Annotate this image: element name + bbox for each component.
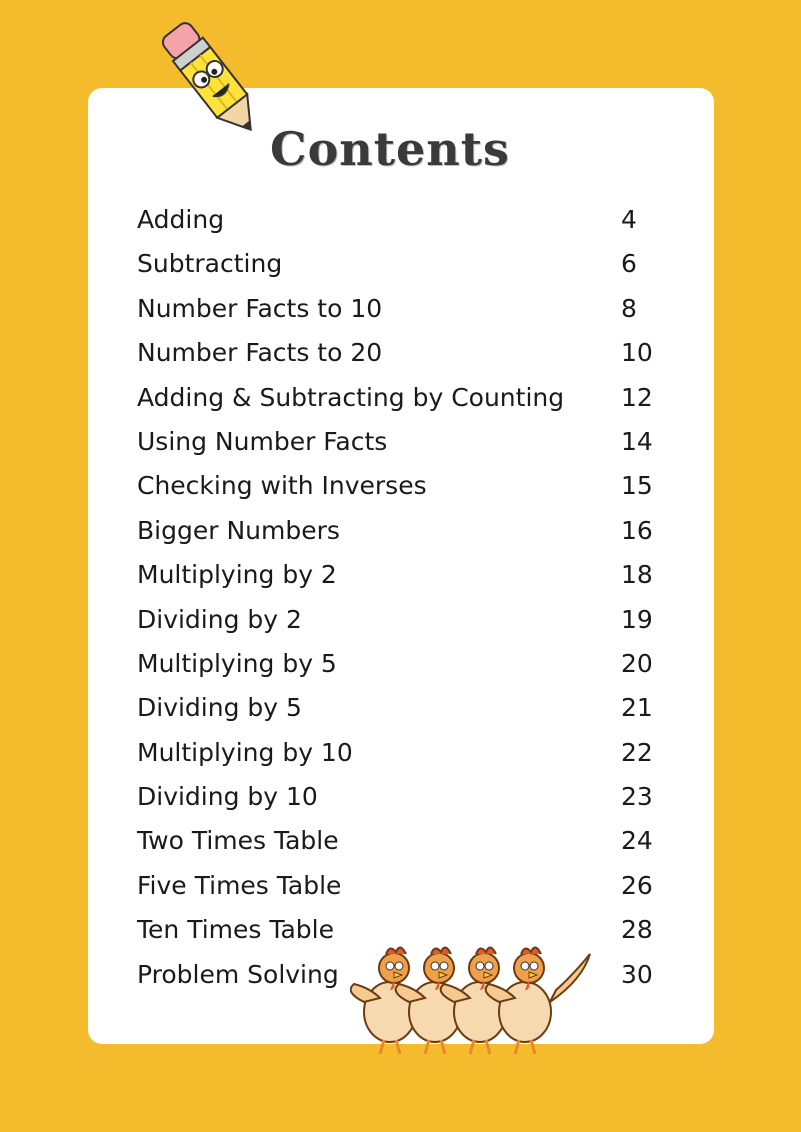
- entry-title: Multiplying by 10: [137, 737, 353, 767]
- contents-list: [137, 198, 657, 997]
- contents-entry: [137, 242, 657, 286]
- entry-page-number: 16: [621, 515, 653, 545]
- contents-entry: [137, 642, 657, 686]
- contents-entry: [137, 731, 657, 775]
- contents-entry: [137, 553, 657, 597]
- entry-page-number: 19: [621, 604, 653, 634]
- entry-page-number: 26: [621, 870, 653, 900]
- contents-entry: [137, 420, 657, 464]
- entry-page-number: 6: [621, 249, 637, 279]
- entry-title: Number Facts to 20: [137, 338, 383, 368]
- entry-title: Checking with Inverses: [137, 471, 427, 501]
- entry-page-number: 15: [621, 471, 653, 501]
- contents-entry: [137, 287, 657, 331]
- contents-entry: [137, 598, 657, 642]
- entry-page-number: 20: [621, 648, 653, 678]
- entry-page-number: 18: [621, 560, 653, 590]
- entry-page-number: 23: [621, 782, 653, 812]
- contents-entry: [137, 509, 657, 553]
- entry-page-number: 12: [621, 382, 653, 412]
- contents-entry: [137, 775, 657, 819]
- contents-entry: [137, 376, 657, 420]
- contents-entry: [137, 686, 657, 730]
- contents-entry: [137, 331, 657, 375]
- entry-title: Problem Solving: [137, 959, 339, 989]
- entry-title: Two Times Table: [137, 826, 339, 856]
- entry-page-number: 4: [621, 205, 637, 234]
- entry-page-number: 28: [621, 915, 653, 945]
- entry-title: Ten Times Table: [137, 915, 334, 945]
- entry-title: Multiplying by 5: [137, 648, 337, 678]
- entry-title: Bigger Numbers: [137, 515, 340, 545]
- entry-title: Five Times Table: [137, 870, 342, 900]
- entry-title: Dividing by 10: [137, 782, 318, 812]
- entry-page-number: 24: [621, 826, 653, 856]
- contents-entry: [137, 464, 657, 508]
- entry-page-number: 30: [621, 959, 653, 989]
- entry-title: Dividing by 5: [137, 693, 302, 723]
- entry-page-number: 10: [621, 338, 653, 368]
- entry-title: Subtracting: [137, 249, 283, 279]
- entry-page-number: 14: [621, 426, 653, 456]
- pencil-mascot-icon: [150, 14, 280, 154]
- hens-icon: [350, 940, 600, 1058]
- contents-entry: [137, 819, 657, 863]
- entry-title: Dividing by 2: [137, 604, 302, 634]
- contents-entry: [137, 864, 657, 908]
- entry-title: Adding & Subtracting by Counting: [137, 382, 565, 412]
- entry-page-number: 21: [621, 693, 653, 723]
- entry-title: Adding: [137, 205, 225, 234]
- page-title: Contents: [270, 122, 510, 176]
- entry-title: Using Number Facts: [137, 426, 388, 456]
- contents-entry: [137, 198, 657, 242]
- entry-title: Multiplying by 2: [137, 560, 337, 590]
- entry-page-number: 8: [621, 293, 637, 323]
- entry-title: Number Facts to 10: [137, 293, 383, 323]
- entry-page-number: 22: [621, 737, 653, 767]
